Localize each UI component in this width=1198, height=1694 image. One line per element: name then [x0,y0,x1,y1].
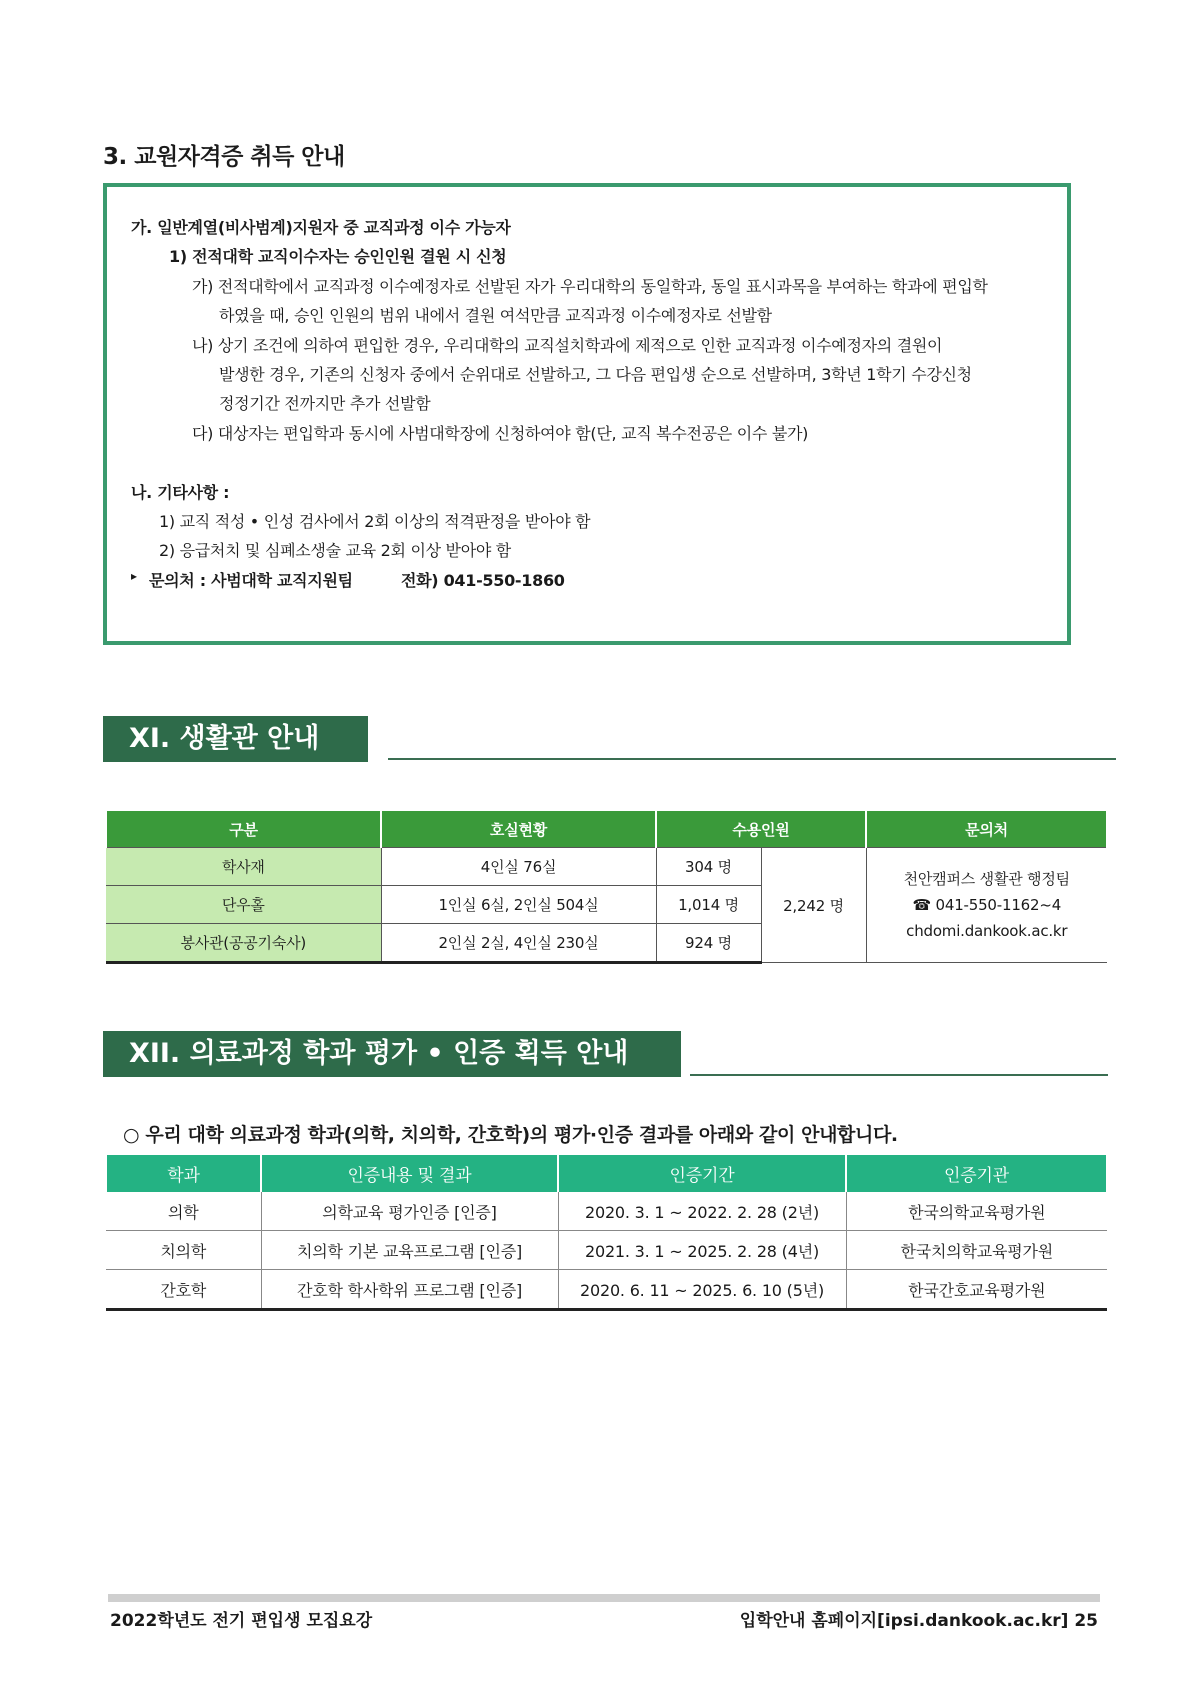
header-dept: 학과 [106,1155,261,1192]
cert-agency: 한국치의학교육평가원 [846,1231,1107,1270]
heading-general-applicants: 가. 일반계열(비사범계)지원자 중 교직과정 이수 가능자 [131,218,511,237]
section-title-medical-accreditation: XII. 의료과정 학과 평가 • 인증 획득 안내 [103,1031,681,1077]
dorm-rooms: 1인실 6실, 2인실 504실 [381,886,656,924]
heading-other-notes: 나. 기타사항 : [131,483,230,502]
cert-dept: 의학 [106,1192,261,1231]
table-row [106,1231,1107,1270]
subheading-prior-univ: 1) 전적대학 교직이수자는 승인인원 결원 시 신청 [169,247,507,266]
footer-homepage-page-number: 입학안내 홈페이지[ipsi.dankook.ac.kr] 25 [739,1611,1098,1631]
cert-period: 2020. 3. 1 ~ 2022. 2. 28 (2년) [558,1192,846,1231]
table-row [106,1192,1107,1231]
header-capacity: 수용인원 [656,811,866,848]
contact-website[interactable]: chdomi.dankook.ac.kr [906,922,1068,940]
dorm-rooms: 4인실 76실 [381,848,656,886]
section-title-teacher-certificate: 3. 교원자격증 취득 안내 [103,144,345,170]
contact-phone-number: ☎ 041-550-1162~4 [912,896,1062,914]
dorm-name: 단우홀 [106,886,381,924]
item-na-line1: 나) 상기 조건에 의하여 편입한 경우, 우리대학의 교직설치학과에 제적으로 인한 교직과정 이수예정자의 결원이 [192,336,943,355]
dorm-capacity: 924 명 [656,924,761,963]
cert-content: 의학교육 평가인증 [인증] [261,1192,558,1231]
table-row [106,1270,1107,1310]
cert-agency: 한국의학교육평가원 [846,1192,1107,1231]
contact-office: 천안캠퍼스 생활관 행정팀 [903,870,1070,888]
contact-label: 문의처 : 사범대학 교직지원팀 [149,571,353,590]
header-rooms: 호실현황 [381,811,656,848]
cert-dept: 간호학 [106,1270,261,1310]
accreditation-table [105,1155,1108,1311]
item-na-line2: 발생한 경우, 기존의 신청자 중에서 순위대로 선발하고, 그 다음 편입생 순으로 선발하며, 3학년 1학기 수강신청 [219,365,972,384]
teacher-certificate-box [103,183,1071,645]
cert-content: 간호학 학사학위 프로그램 [인증] [261,1270,558,1310]
dorm-name: 학사재 [106,848,381,886]
dorm-contact [866,848,1107,963]
cert-content: 치의학 기본 교육프로그램 [인증] [261,1231,558,1270]
item-da: 다) 대상자는 편입학과 동시에 사범대학장에 신청하여야 함(단, 교직 복수전공은 이수 불가) [192,424,809,443]
footer-title: 2022학년도 전기 편입생 모집요강 [110,1611,373,1631]
dorm-total: 2,242 명 [761,848,866,963]
cert-dept: 치의학 [106,1231,261,1270]
header-agency: 인증기관 [846,1155,1107,1192]
header-period: 인증기간 [558,1155,846,1192]
header-content: 인증내용 및 결과 [261,1155,558,1192]
item-ga-line2: 하였을 때, 승인 인원의 범위 내에서 결원 여석만큼 교직과정 이수예정자로 선발함 [219,306,772,325]
cert-period: 2021. 3. 1 ~ 2025. 2. 28 (4년) [558,1231,846,1270]
note-1: 1) 교직 적성 • 인성 검사에서 2회 이상의 적격판정을 받아야 함 [159,512,591,531]
item-ga-line1: 가) 전적대학에서 교직과정 이수예정자로 선발된 자가 우리대학의 동일학과, 동일 표시과목을 부여하는 학과에 편입학 [192,277,988,296]
bullet-icon: ▸ [131,569,137,583]
cert-period: 2020. 6. 11 ~ 2025. 6. 10 (5년) [558,1270,846,1310]
section-title-dormitory: XI. 생활관 안내 [103,716,368,762]
footer-divider [108,1594,1100,1602]
dormitory-table [105,811,1108,964]
cert-agency: 한국간호교육평가원 [846,1270,1107,1310]
dorm-name: 봉사관(공공기숙사) [106,924,381,963]
table-header-row [106,1155,1107,1192]
header-contact: 문의처 [866,811,1107,848]
dorm-capacity: 1,014 명 [656,886,761,924]
accreditation-intro: ○ 우리 대학 의료과정 학과(의학, 치의학, 간호학)의 평가·인증 결과를 아래와 같이 안내합니다. [123,1124,898,1146]
dorm-rooms: 2인실 2실, 4인실 230실 [381,924,656,963]
dorm-capacity: 304 명 [656,848,761,886]
table-row [106,848,1107,886]
table-header-row [106,811,1107,848]
header-category: 구분 [106,811,381,848]
section-divider [388,758,1116,760]
section-divider [690,1074,1108,1076]
item-na-line3: 정정기간 전까지만 추가 선발함 [219,394,431,413]
contact-phone: 전화) 041-550-1860 [401,571,565,590]
note-2: 2) 응급처치 및 심폐소생술 교육 2회 이상 받아야 함 [159,541,511,560]
